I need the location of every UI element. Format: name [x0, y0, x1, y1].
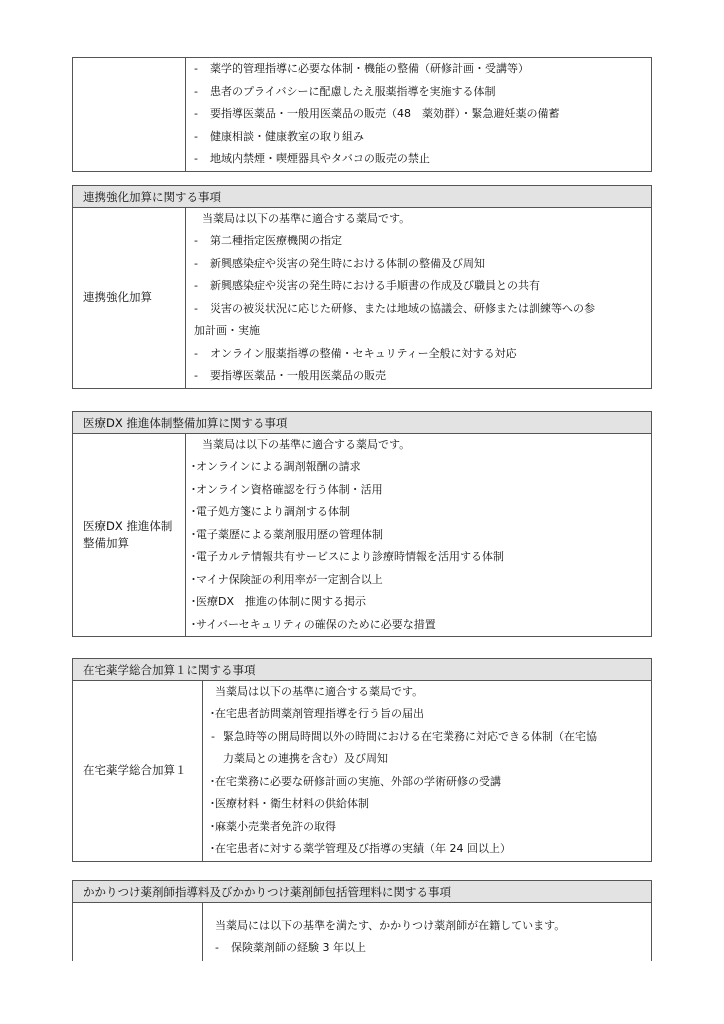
list-item: ・オンラインによる調剤報酬の請求: [188, 460, 361, 473]
list-item: - 薬学的管理指導に必要な体制・機能の整備（研修計画・受講等）: [194, 62, 529, 75]
list-item: ・電子薬歴による薬剤服用歴の管理体制: [188, 527, 383, 541]
section-header: かかりつけ薬剤師指導料及びかかりつけ薬剤師包括管理料に関する事項: [73, 881, 651, 903]
table-row: [73, 681, 651, 861]
intro-text: 当薬局は以下の基準に適合する薬局です。: [215, 685, 424, 698]
list-item: - 緊急時等の開局時間以外の時間における在宅業務に対応できる体制（在宅協 力薬局との連携を含む）及び周知: [211, 729, 597, 765]
list-item: ・マイナ保険証の利用率が一定割合以上: [188, 572, 383, 586]
table-section-continued: [72, 57, 652, 172]
table-kakaritsuke: [72, 880, 652, 961]
list-item: ・電子カルテ情報共有サービスにより診療時情報を活用する体制: [188, 550, 504, 563]
list-item: ・医療材料・衛生材料の供給体制: [207, 797, 369, 810]
table-row: [73, 434, 651, 636]
table-iryo-dx: [72, 411, 652, 637]
list-item: ・在宅患者に対する薬学管理及び指導の実績（年 24 回以上）: [207, 842, 511, 855]
list-item: ・電子処方箋により調剤する体制: [188, 505, 350, 518]
list-item: ・在宅患者訪問薬剤管理指導を行う旨の届出: [207, 707, 424, 720]
list-item: ・在宅業務に必要な研修計画の実施、外部の学術研修の受講: [207, 774, 501, 788]
list-item: ・麻薬小売業者免許の取得: [207, 819, 336, 833]
row-label-empty: [73, 903, 203, 961]
list-item: - 要指導医薬品・一般用医薬品の販売: [194, 369, 386, 382]
list-item: - 第二種指定医療機関の指定: [194, 234, 342, 247]
row-label: 連携強化加算: [73, 208, 186, 388]
list-item: ・サイバーセキュリティの確保のために必要な措置: [188, 617, 436, 631]
row-content: [186, 208, 651, 388]
list-item: - オンライン服薬指導の整備・セキュリティー全般に対する対応: [194, 346, 517, 360]
intro-text: 当薬局は以下の基準に適合する薬局です。: [202, 212, 411, 225]
row-label: 在宅薬学総合加算１: [73, 681, 203, 861]
row-label-line: 整備加算: [83, 536, 129, 550]
row-content: [186, 58, 651, 171]
row-label: [73, 434, 186, 636]
section-header: 在宅薬学総合加算１に関する事項: [73, 659, 651, 681]
list-item: - 新興感染症や災害の発生時における手順書の作成及び職員との共有: [194, 279, 540, 292]
list-item: - 保険薬剤師の経験 3 年以上: [215, 941, 366, 954]
list-item: ・オンライン資格確認を行う体制・活用: [188, 482, 383, 496]
list-item: ・医療DX 推進の体制に関する掲示: [188, 595, 367, 608]
row-label-line: 医療DX 推進体制: [83, 519, 173, 533]
section-header: 連携強化加算に関する事項: [73, 186, 651, 208]
row-content: [203, 903, 651, 961]
row-label-empty: [73, 58, 186, 171]
row-content: [186, 434, 651, 636]
intro-text: 当薬局は以下の基準に適合する薬局です。: [202, 438, 411, 451]
row-content: [203, 681, 651, 861]
table-zaitaku: [72, 658, 652, 862]
list-item: - 要指導医薬品・一般用医薬品の販売（48 薬効群）・緊急避妊薬の備蓄: [194, 107, 560, 120]
list-item: - 患者のプライバシーに配慮したえ服薬指導を実施する体制: [194, 84, 496, 98]
intro-text: 当薬局には以下の基準を満たす、かかりつけ薬剤師が在籍しています。: [215, 919, 566, 932]
table-row: [73, 58, 651, 171]
table-row: [73, 208, 651, 388]
section-header: 医療DX 推進体制整備加算に関する事項: [73, 412, 651, 434]
table-row: [73, 903, 651, 961]
list-item: - 災害の被災状況に応じた研修、または地域の協議会、研修または訓練等への参 加計画・実施: [194, 301, 595, 337]
table-renkei-kyoka: [72, 185, 652, 389]
list-item: - 健康相談・健康教室の取り組み: [194, 129, 364, 143]
list-item: - 新興感染症や災害の発生時における体制の整備及び周知: [194, 256, 485, 270]
list-item: - 地域内禁煙・喫煙器具やタバコの販売の禁止: [194, 152, 430, 165]
